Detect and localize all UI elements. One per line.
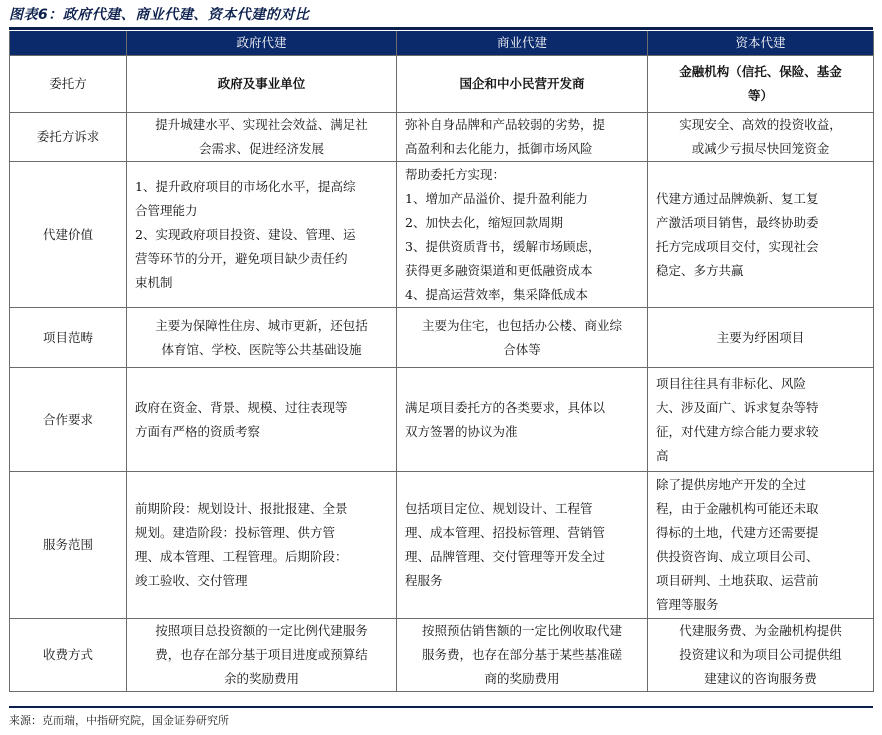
title-rule xyxy=(9,27,873,30)
cell-capital xyxy=(648,162,874,308)
cell-line: 代建服务费、为金融机构提供 xyxy=(679,623,842,638)
cell-line: 3、提供资质背书，缓解市场顾虑， xyxy=(405,238,601,254)
cell-government xyxy=(127,113,397,162)
cell-line: 供投资咨询、成立项目公司、 xyxy=(656,549,819,564)
cell-line: 或减少亏损尽快回笼资金 xyxy=(691,141,830,156)
cell-capital xyxy=(648,56,874,113)
cell-line: 理、成本管理、招投标管理、营销管 xyxy=(405,525,606,540)
header-blank xyxy=(10,31,127,56)
cell-line: 服务费，也存在部分基于某些基准磋 xyxy=(421,647,622,662)
cell-line: 2、加快去化，缩短回款周期 xyxy=(405,214,563,230)
cell-line: 管理等服务 xyxy=(656,597,719,612)
cell-line: 政府及事业单位 xyxy=(217,76,306,91)
row-label: 合作要求 xyxy=(10,368,127,472)
cell-capital xyxy=(648,113,874,162)
cell-line: 合管理能力 xyxy=(135,202,198,218)
cell-line: 提升城建水平、实现社会效益、满足社 xyxy=(155,117,368,132)
cell-line: 托方完成项目交付，实现社会 xyxy=(656,238,819,254)
cell-line: 满足项目委托方的各类要求，具体以 xyxy=(405,399,606,415)
table-row-requirement xyxy=(10,368,874,472)
cell-line: 产激活项目销售，最终协助委 xyxy=(656,214,819,230)
cell-line: 主要为住宅，也包括办公楼、商业综 xyxy=(421,317,622,333)
cell-line: 按照预估销售额的一定比例收取代建 xyxy=(421,623,622,638)
cell-line: 等） xyxy=(747,88,773,103)
cell-line: 政府在资金、背景、规模、过往表现等 xyxy=(135,399,348,415)
row-label: 委托方 xyxy=(10,56,127,113)
cell-line: 包括项目定位、规划设计、工程管 xyxy=(405,501,593,516)
row-label: 服务范围 xyxy=(10,472,127,619)
cell-line: 除了提供房地产开发的全过 xyxy=(656,477,807,492)
row-label: 收费方式 xyxy=(10,619,127,692)
cell-government xyxy=(127,368,397,472)
row-label: 委托方诉求 xyxy=(10,113,127,162)
cell-line: 按照项目总投资额的一定比例代建服务 xyxy=(155,623,368,638)
table-row-scope xyxy=(10,308,874,368)
cell-line: 束机制 xyxy=(135,274,173,290)
source-note: 来源：克而瑞，中指研究院，国金证券研究所 xyxy=(9,714,229,727)
cell-line: 营等环节的分开，避免项目缺少责任约 xyxy=(135,250,348,266)
figure-title: 图表6：政府代建、商业代建、资本代建的对比 xyxy=(9,7,310,23)
cell-line: 主要为纾困项目 xyxy=(716,329,805,345)
cell-line: 会需求、促进经济发展 xyxy=(198,141,324,156)
header-commercial: 商业代建 xyxy=(397,31,648,56)
header-capital: 资本代建 xyxy=(648,31,874,56)
bottom-rule xyxy=(9,706,873,708)
cell-line: 高盈利和去化能力，抵御市场风险 xyxy=(405,141,593,156)
header-row xyxy=(10,31,874,56)
cell-line: 理、品牌管理、交付管理等开发全过 xyxy=(405,549,606,564)
cell-line: 费，也存在部分基于项目进度或预算结 xyxy=(155,647,368,662)
cell-line: 双方签署的协议为准 xyxy=(405,423,518,439)
cell-line: 前期阶段：规划设计、报批报建、全景 xyxy=(135,501,348,516)
cell-line: 体育馆、学校、医院等公共基础设施 xyxy=(161,341,362,357)
cell-line: 稳定、多方共赢 xyxy=(656,262,744,278)
cell-line: 2、实现政府项目投资、建设、管理、运 xyxy=(135,226,356,242)
table-row-value xyxy=(10,162,874,308)
cell-capital xyxy=(648,619,874,692)
cell-line: 1、提升政府项目的市场化水平，提高综 xyxy=(135,178,356,194)
cell-government xyxy=(127,56,397,113)
cell-commercial xyxy=(397,162,648,308)
cell-capital xyxy=(648,472,874,619)
cell-line: 得标的土地，代建方还需要提 xyxy=(656,525,819,540)
cell-line: 征，对代建方综合能力要求较 xyxy=(656,423,819,439)
cell-line: 金融机构（信托、保险、基金 xyxy=(679,64,842,79)
table-row-client-demand xyxy=(10,113,874,162)
cell-commercial xyxy=(397,308,648,368)
cell-commercial xyxy=(397,368,648,472)
cell-government xyxy=(127,619,397,692)
cell-line: 代建方通过品牌焕新、复工复 xyxy=(656,190,819,206)
cell-line: 方面有严格的资质考察 xyxy=(135,423,261,439)
cell-line: 余的奖励费用 xyxy=(223,671,299,686)
cell-line: 建建议的咨询服务费 xyxy=(704,671,817,686)
table-row-fee xyxy=(10,619,874,692)
row-label: 项目范畴 xyxy=(10,308,127,368)
cell-line: 项目往往具有非标化、风险 xyxy=(656,375,807,391)
table-row-service-range xyxy=(10,472,874,619)
cell-line: 国企和中小民营开发商 xyxy=(459,76,585,91)
cell-line: 帮助委托方实现： xyxy=(405,166,506,182)
cell-government xyxy=(127,162,397,308)
cell-government xyxy=(127,308,397,368)
cell-line: 投资建议和为项目公司提供组 xyxy=(679,647,842,662)
cell-commercial xyxy=(397,472,648,619)
cell-line: 4、提高运营效率，集采降低成本 xyxy=(405,286,588,302)
cell-line: 竣工验收、交付管理 xyxy=(135,573,248,588)
cell-line: 理、成本管理、工程管理。后期阶段： xyxy=(135,549,348,564)
cell-commercial xyxy=(397,56,648,113)
cell-line: 1、增加产品溢价、提升盈利能力 xyxy=(405,190,588,206)
cell-line: 高 xyxy=(656,447,669,463)
comparison-table xyxy=(9,31,874,692)
cell-line: 合体等 xyxy=(503,341,541,357)
cell-government xyxy=(127,472,397,619)
table-row-client xyxy=(10,56,874,113)
cell-commercial xyxy=(397,113,648,162)
cell-line: 获得更多融资渠道和更低融资成本 xyxy=(405,262,593,278)
cell-line: 程服务 xyxy=(405,573,443,588)
cell-line: 规划。建造阶段：投标管理、供方管 xyxy=(135,525,336,540)
cell-line: 项目研判、土地获取、运营前 xyxy=(656,573,819,588)
cell-line: 程，由于金融机构可能还未取 xyxy=(656,501,819,516)
cell-line: 弥补自身品牌和产品较弱的劣势，提 xyxy=(405,117,606,132)
header-government: 政府代建 xyxy=(127,31,397,56)
row-label: 代建价值 xyxy=(10,162,127,308)
cell-capital xyxy=(648,308,874,368)
cell-capital xyxy=(648,368,874,472)
cell-line: 主要为保障性住房、城市更新，还包括 xyxy=(155,317,368,333)
cell-line: 大、涉及面广、诉求复杂等特 xyxy=(656,399,819,415)
cell-line: 商的奖励费用 xyxy=(484,671,560,686)
cell-commercial xyxy=(397,619,648,692)
cell-line: 实现安全、高效的投资收益， xyxy=(679,117,842,132)
